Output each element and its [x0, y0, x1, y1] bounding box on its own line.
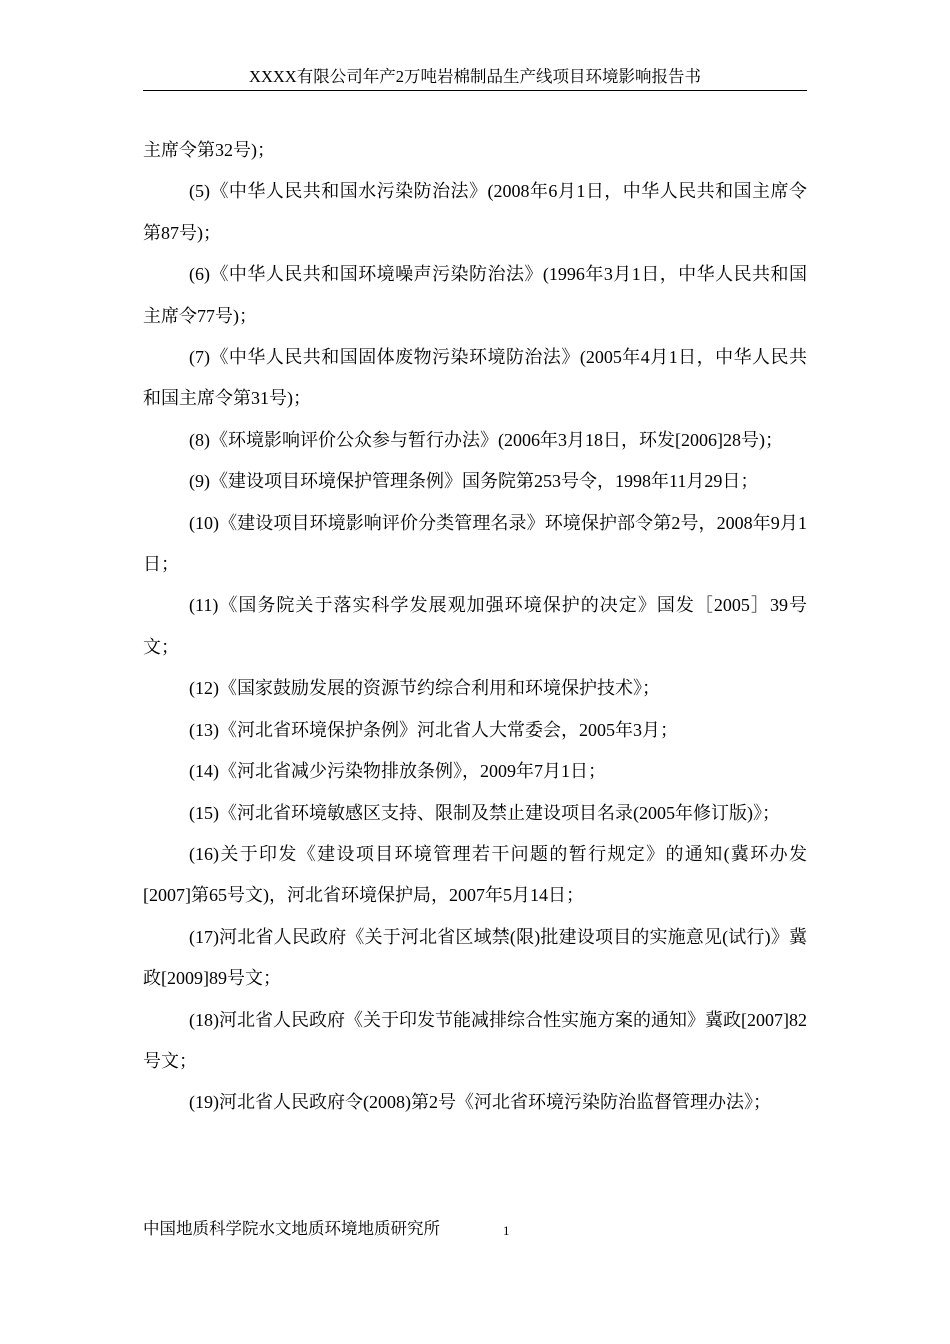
running-header-title: XXXX有限公司年产2万吨岩棉制品生产线项目环境影响报告书	[249, 67, 701, 86]
body-paragraph: (6)《中华人民共和国环境噪声污染防治法》(1996年3月1日，中华人民共和国主席令77号)；	[143, 264, 807, 326]
body-paragraph: (7)《中华人民共和国固体废物污染环境防治法》(2005年4月1日，中华人民共和国主席令第31号)；	[143, 347, 807, 409]
body-paragraph: (11)《国务院关于落实科学发展观加强环境保护的决定》国发［2005］39号文；	[143, 595, 807, 657]
body-paragraph: (10)《建设项目环境影响评价分类管理名录》环境保护部令第2号，2008年9月1日；	[143, 512, 807, 575]
body-paragraph: 主席令第32号)；	[143, 140, 275, 160]
body-paragraph: (8)《环境影响评价公众参与暂行办法》(2006年3月18日，环发[2006]28号)；	[189, 429, 783, 450]
body-paragraph: (15)《河北省环境敏感区支持、限制及禁止建设项目名录(2005年修订版)》；	[189, 802, 780, 823]
body-paragraph: (5)《中华人民共和国水污染防治法》(2008年6月1日，中华人民共和国主席令第87号)；	[143, 181, 807, 243]
body-paragraph: (14)《河北省减少污染物排放条例》，2009年7月1日；	[189, 761, 606, 782]
document-body	[143, 130, 807, 1124]
body-paragraph: (19)河北省人民政府令(2008)第2号《河北省环境污染防治监督管理办法》；	[189, 1092, 771, 1113]
page-number: 1	[503, 1223, 510, 1238]
footer-organization: 中国地质科学院水文地质环境地质研究所	[143, 1219, 440, 1238]
body-paragraph: (9)《建设项目环境保护管理条例》国务院第253号令，1998年11月29日；	[189, 471, 759, 492]
body-paragraph: (13)《河北省环境保护条例》河北省人大常委会，2005年3月；	[189, 719, 678, 740]
body-paragraph: (18)河北省人民政府《关于印发节能减排综合性实施方案的通知》冀政[2007]82号文；	[143, 1009, 807, 1071]
body-paragraph: (12)《国家鼓励发展的资源节约综合利用和环境保护技术》；	[189, 678, 660, 699]
body-paragraph: (16)关于印发《建设项目环境管理若干问题的暂行规定》的通知(冀环办发[2007]第65号文)，河北省环境保护局，2007年5月14日；	[143, 843, 807, 906]
body-paragraph: (17)河北省人民政府《关于河北省区域禁(限)批建设项目的实施意见(试行)》冀政[2009]89号文；	[143, 926, 807, 989]
header-divider	[143, 90, 807, 91]
